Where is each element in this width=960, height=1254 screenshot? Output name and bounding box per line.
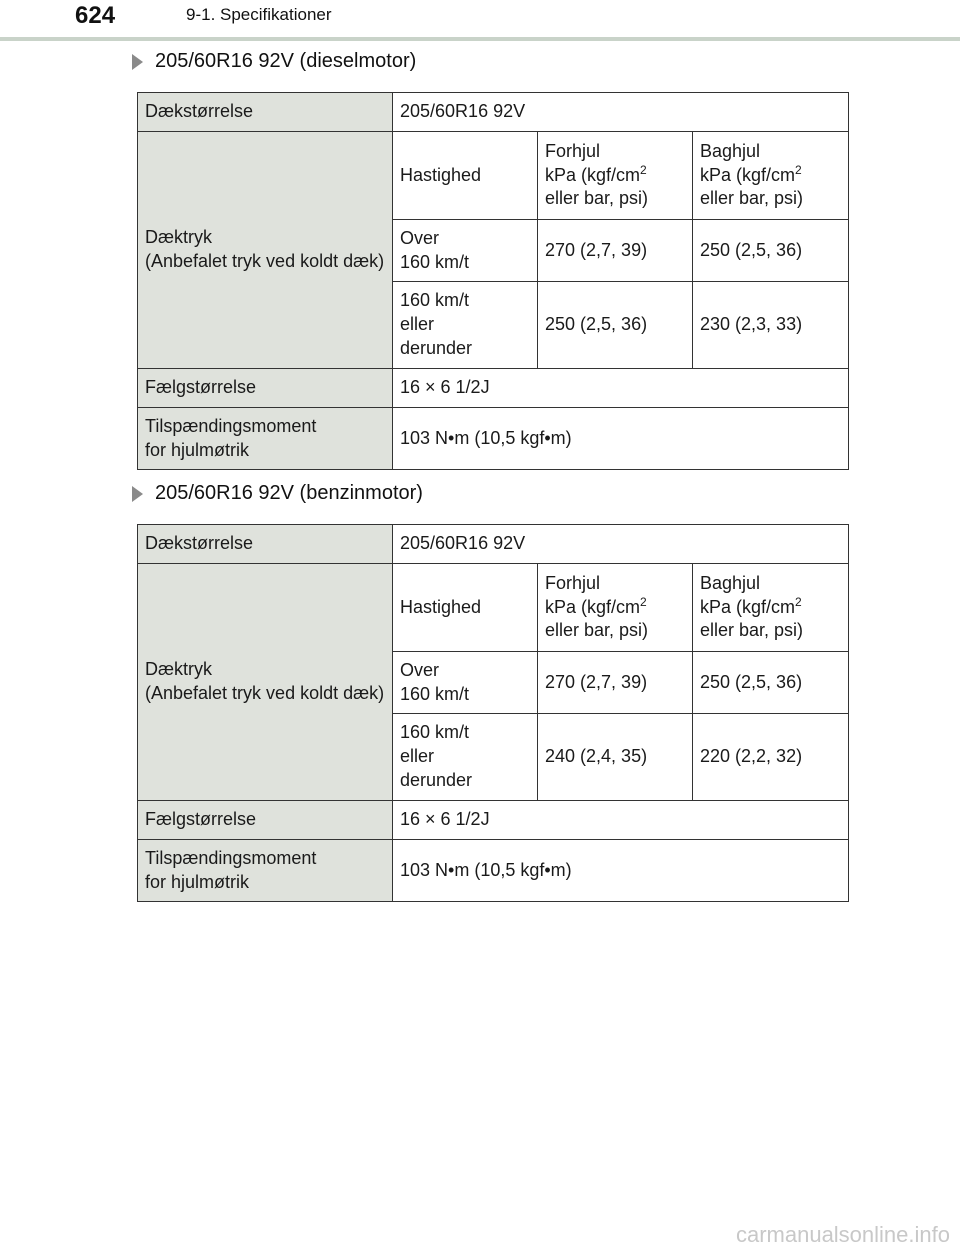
tire-size-value: 205/60R16 92V: [393, 525, 849, 564]
speed-value: 160 km/t eller derunder: [393, 714, 538, 801]
page-number: 624: [75, 2, 116, 29]
rim-size-value: 16 × 6 1/2J: [393, 801, 849, 840]
diesel-heading: [132, 50, 416, 73]
torque-label: Tilspændingsmoment for hjulmøtrik: [138, 840, 393, 902]
table-row: [138, 132, 849, 220]
rim-size-value: 16 × 6 1/2J: [393, 369, 849, 408]
tire-pressure-label: Dæktryk (Anbefalet tryk ved koldt dæk): [138, 132, 393, 369]
tire-size-label: Dækstørrelse: [138, 525, 393, 564]
table-row: [138, 525, 849, 564]
rear-pressure-value: 250 (2,5, 36): [693, 220, 849, 282]
speed-value: Over 160 km/t: [393, 220, 538, 282]
watermark: carmanualsonline.info: [735, 1222, 950, 1247]
speed-value: Over 160 km/t: [393, 652, 538, 714]
tire-pressure-label: Dæktryk (Anbefalet tryk ved koldt dæk): [138, 564, 393, 801]
table-row: [138, 369, 849, 408]
rear-wheel-header: Baghjul kPa ($kgf/cm^2$ eller bar, psi): [693, 564, 849, 652]
tire-size-label: Dækstørrelse: [138, 93, 393, 132]
rear-pressure-value: 250 (2,5, 36): [693, 652, 849, 714]
diesel-spec-table: [137, 92, 849, 470]
table-row: [138, 408, 849, 470]
rear-wheel-header: Baghjul kPa ($kgf/cm^2$ eller bar, psi): [693, 132, 849, 220]
arrow-right-icon: [132, 54, 143, 70]
section-title: 9-1. Specifikationer: [186, 5, 332, 24]
torque-value: 103 N•m (10,5 kgf•m): [393, 840, 849, 902]
speed-column-header: Hastighed: [393, 564, 538, 652]
rear-pressure-value: 230 (2,3, 33): [693, 282, 849, 369]
front-pressure-value: 240 (2,4, 35): [538, 714, 693, 801]
table-row: [138, 801, 849, 840]
rear-pressure-value: 220 (2,2, 32): [693, 714, 849, 801]
speed-value: 160 km/t eller derunder: [393, 282, 538, 369]
table-row: [138, 840, 849, 902]
header-divider: [0, 37, 960, 41]
torque-value: 103 N•m (10,5 kgf•m): [393, 408, 849, 470]
petrol-heading-text: 205/60R16 92V (benzinmotor): [155, 482, 423, 504]
petrol-heading: [132, 482, 423, 505]
front-pressure-value: 270 (2,7, 39): [538, 220, 693, 282]
front-wheel-header: Forhjul kPa ($kgf/cm^2$ eller bar, psi): [538, 132, 693, 220]
arrow-right-icon: [132, 486, 143, 502]
rim-size-label: Fælgstørrelse: [138, 369, 393, 408]
petrol-spec-table: [137, 524, 849, 902]
front-wheel-header: Forhjul kPa ($kgf/cm^2$ eller bar, psi): [538, 564, 693, 652]
table-row: [138, 93, 849, 132]
torque-label: Tilspændingsmoment for hjulmøtrik: [138, 408, 393, 470]
front-pressure-value: 250 (2,5, 36): [538, 282, 693, 369]
rim-size-label: Fælgstørrelse: [138, 801, 393, 840]
table-row: [138, 564, 849, 652]
speed-column-header: Hastighed: [393, 132, 538, 220]
diesel-heading-text: 205/60R16 92V (dieselmotor): [155, 50, 417, 72]
tire-size-value: 205/60R16 92V: [393, 93, 849, 132]
front-pressure-value: 270 (2,7, 39): [538, 652, 693, 714]
